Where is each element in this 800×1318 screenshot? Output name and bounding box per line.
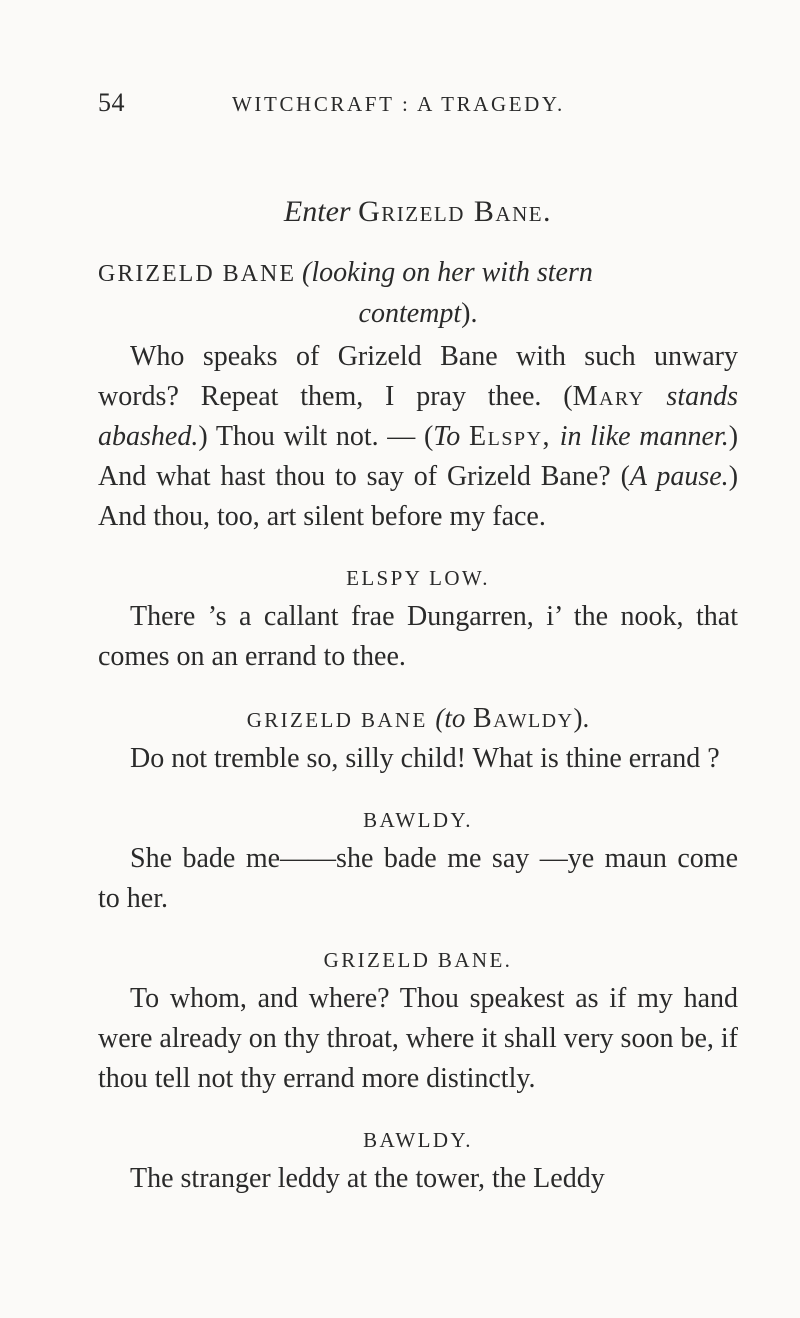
stage-direction-continued: contempt). xyxy=(358,298,478,329)
speech-text: Do not tremble so, silly child! What is thine errand ? xyxy=(130,743,720,774)
page-number: 54 xyxy=(98,88,125,117)
speech-text: Who speaks of Grizeld Bane with such unwary words? Repeat them, I pray thee. (Mary stands abashed.) Thou wilt not. — (To Elspy, in like manner.) And what hast thou to say of Grizeld Bane? (A pause.) And thou, too, art silent before my face. xyxy=(98,341,739,532)
enter-word: Enter xyxy=(283,195,351,228)
running-head xyxy=(0,88,800,118)
speaker-heading-bawldy: BAWLDY. xyxy=(363,1128,473,1152)
stage-direction: (looking on her with stern xyxy=(301,257,593,288)
entering-character: Grizeld Bane. xyxy=(358,195,553,228)
speaker-heading-grizeld-to-bawldy: GRIZELD BANE (to Bawldy). xyxy=(246,703,590,734)
speech-text: To whom, and where? Thou speakest as if my hand were already on thy throat, where it shall very soon be, if thou tell not thy errand more distinctly. xyxy=(98,983,738,1094)
speaker-name: GRIZELD BANE xyxy=(98,261,296,287)
speech-text: There ’s a callant frae Dungarren, i’ the nook, that comes on an errand to thee. xyxy=(98,601,738,672)
speaker-heading-bawldy: BAWLDY. xyxy=(363,808,473,832)
speaker-heading-elspy: ELSPY LOW. xyxy=(346,566,490,590)
speech-text: She bade me——she bade me say —ye maun come to her. xyxy=(98,843,738,914)
stage-direction-entry xyxy=(98,192,738,232)
body-text xyxy=(98,180,738,1199)
speaker-heading-grizeld xyxy=(98,250,738,337)
speech-text: The stranger leddy at the tower, the Leddy xyxy=(130,1163,605,1194)
running-title: WITCHCRAFT : A TRAGEDY. xyxy=(232,92,565,116)
speaker-heading-grizeld: GRIZELD BANE. xyxy=(323,948,513,972)
